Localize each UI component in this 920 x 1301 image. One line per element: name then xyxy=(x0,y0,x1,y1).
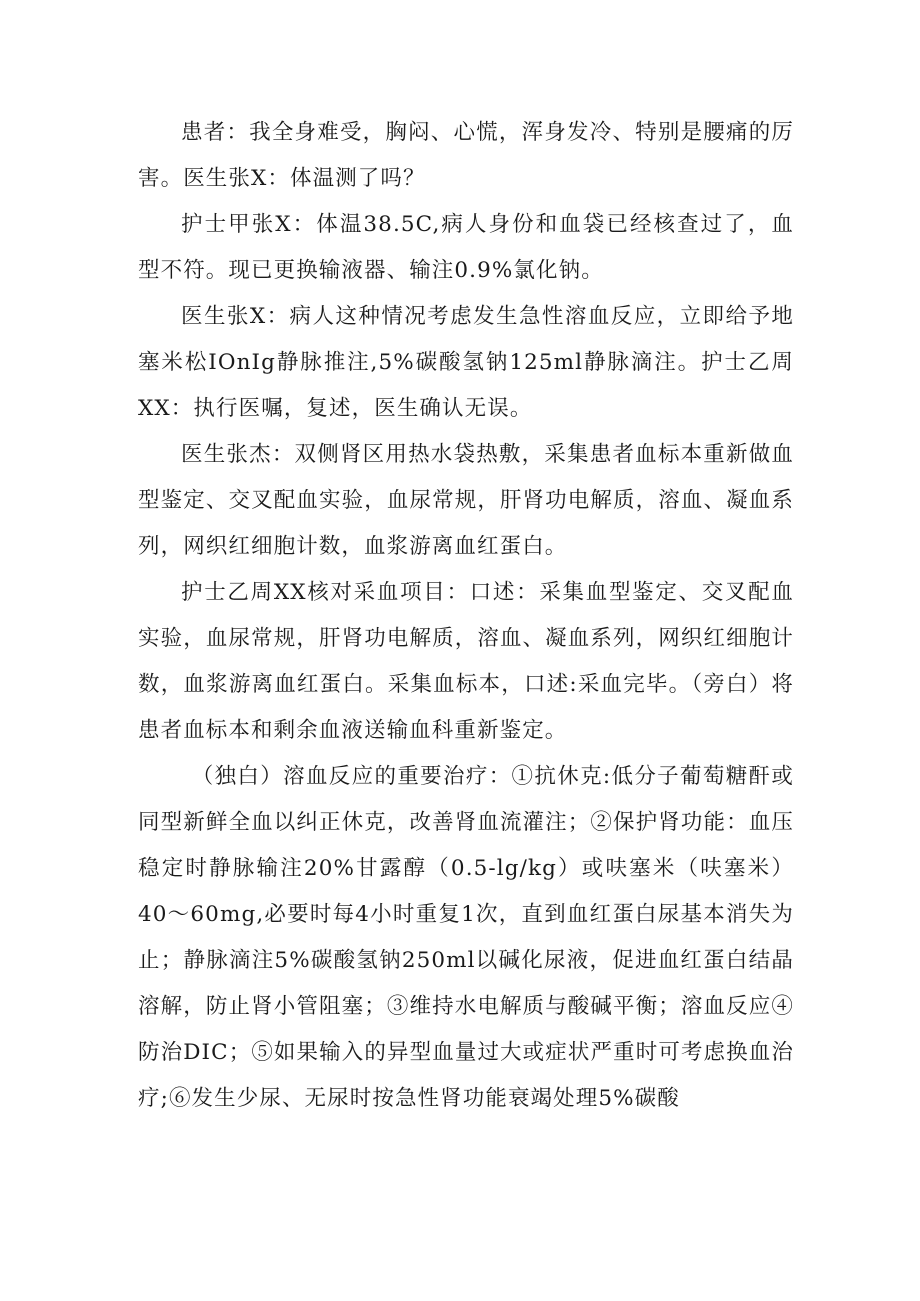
document-body xyxy=(138,110,794,1122)
paragraph-doctor-order: 医生张X：病人这种情况考虑发生急性溶血反应，立即给予地塞米松IOnIg静脉推注,5%碳酸氢钠125ml静脉滴注。护士乙周XX：执行医嘱，复述，医生确认无误。 xyxy=(138,304,794,421)
paragraph-doctor-sampling: 医生张杰：双侧肾区用热水袋热敷，采集患者血标本重新做血型鉴定、交叉配血实验，血尿常规，肝肾功电解质，溶血、凝血系列，网织红细胞计数，血浆游离血红蛋白。 xyxy=(138,442,794,559)
paragraph-nurse-b-sampling: 护士乙周XX核对采血项目：口述：采集血型鉴定、交叉配血实验，血尿常规，肝肾功电解质，溶血、凝血系列，网织红细胞计数，血浆游离血红蛋白。采集血标本，口述:采血完毕。（旁白）将患者血标本和剩余血液送输血科重新鉴定。 xyxy=(138,580,794,743)
paragraph-patient-complaint: 患者：我全身难受，胸闷、心慌，浑身发冷、特别是腰痛的厉害。医生张X：体温测了吗？ xyxy=(138,120,794,191)
paragraph-treatment-monologue: （独白）溶血反应的重要治疗：①抗休克:低分子葡萄糖酐或同型新鲜全血以纠正休克，改善肾血流灌注；②保护肾功能：血压稳定时静脉输注20%甘露醇（0.5-lg∕kg）或呋塞米（呋塞米）40～60mg,必要时每4小时重复1次，直到血红蛋白尿基本消失为止；静脉滴注5%碳酸氢钠250ml以碱化尿液，促进血红蛋白结晶溶解，防止肾小管阻塞；③维持水电解质与酸碱平衡；溶血反应④防治DIC；⑤如果输入的异型血量过大或症状严重时可考虑换血治疗;⑥发生少尿、无尿时按急性肾功能衰竭处理5%碳酸 xyxy=(138,764,794,1111)
paragraph-nurse-a-report: 护士甲张X：体温38.5C,病人身份和血袋已经核查过了，血型不符。现已更换输液器、输注0.9%氯化钠。 xyxy=(138,212,794,283)
